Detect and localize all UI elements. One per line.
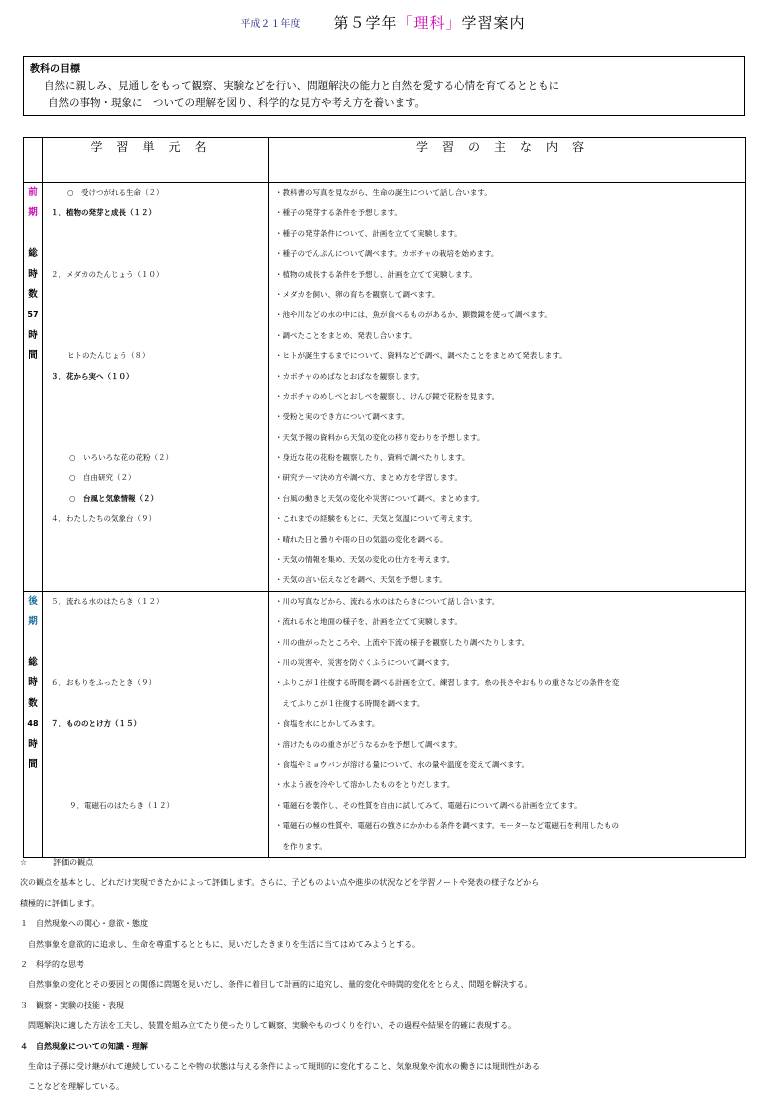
term-side-char: 数 [28,697,38,709]
unit-item: ３．花から実へ（１０） [51,371,134,381]
evaluation-point-title: ２ 科学的な思考 [20,959,84,969]
unit-item: ６．おもりをふったとき（９） [51,678,156,688]
term-side-char: 時 [28,738,38,750]
first-term-row [24,183,746,592]
unit-item [43,387,268,407]
title-grade: 第５学年 [333,14,398,32]
content-item: ・メダカを飼い、卵の育ちを観察して調べます。 [275,289,440,299]
content-item: ・カボチャのめばなとおばなを観察します。 [275,371,425,381]
unit-item [43,633,268,653]
first-term-contents [269,183,746,592]
content-item: ・研究テーマ決め方や調べ方、まとめ方を学習します。 [275,473,462,483]
term-side-char: 数 [28,288,38,300]
term-side-char: 期 [28,207,38,219]
unit-item: ○ 受けつがれる生命（２） [67,188,164,197]
content-item: ・ふりこが１往復する時間を調べる計画を立て、練習します。糸の長さやおもりの重さなどの条件を変 [275,678,620,688]
term-side-char: 総 [28,248,38,260]
evaluation-heading-line [20,853,750,873]
unit-item [43,224,268,244]
content-item: ・植物の成長する条件を予想し、計画を立てて実験します。 [275,269,477,279]
content-item: ・カボチャのめしべとおしべを観察し、けんび鏡で花粉を見ます。 [275,391,500,401]
evaluation-point-title: ３ 観察・実験の技能・表現 [20,1000,124,1010]
term-side-char: 期 [28,616,38,628]
unit-item [43,755,268,775]
unit-item: ○ 台風と気象情報（２） [69,493,159,503]
unit-item [43,326,268,346]
unit-item [43,653,268,673]
content-item: ・調べたことをまとめ、発表し合います。 [275,330,417,340]
term-side-char: 総 [28,656,38,668]
unit-item [43,775,268,795]
first-term-label [24,183,43,592]
term-side-char: 間 [28,350,38,362]
goal-line-2: 自然の事物・現象に ついての理解を図り、科学的な見方や考え方を養います。 [48,97,426,109]
term-side-char: 57 [27,310,39,320]
evaluation-point-desc: 自然事象の変化とその要因との関係に問題を見いだし、条件に着目して計画的に追究し、量的変化や時間的変化をとらえ、問題を解決する。 [28,980,533,990]
content-item: ・種子のでんぷんについて調べます。カボチャの栽培を始めます。 [275,249,499,259]
star-icon: ☆ [20,858,28,867]
content-item: ・食塩やミョウバンが溶ける量について、水の量や温度を変えて調べます。 [275,759,529,769]
content-item: ・種子の発芽する条件を予想します。 [275,208,402,218]
unit-item [43,407,268,427]
term-side-char: 後 [28,595,38,607]
second-term-row [24,591,746,857]
term-side-char: 時 [28,677,38,689]
title-suffix: 学習案内 [461,14,526,32]
title-text [334,14,526,32]
content-item: ・天気の言い伝えなどを調べ、天気を予想します。 [275,575,447,585]
unit-item: ５．流れる水のはたらき（１２） [51,596,164,606]
content-item: ・川の写真などから、流れる水のはたらきについて話し合います。 [275,596,500,606]
content-item: ・種子の発芽条件について、計画を立てて実験します。 [275,228,462,238]
unit-item [43,428,268,448]
term-side-char: 前 [28,187,38,198]
content-item: ・川の災害や、災害を防ぐくふうについて調べます。 [275,657,455,667]
evaluation-point-desc: ことなどを理解している。 [28,1082,124,1092]
content-item: ・食塩を水にとかしてみます。 [275,719,380,729]
unit-item [43,735,268,755]
unit-item [43,285,268,305]
evaluation-point-title: ４ 自然現象についての知識・理解 [20,1041,148,1051]
school-year: 平成２１年度 [240,19,301,30]
subject-goal-box [23,56,745,116]
unit-item [43,570,268,590]
evaluation-intro-2: 積極的に評価します。 [20,898,100,908]
content-item: ・溶けたものの重さがどうなるかを予想して調べます。 [275,739,462,749]
content-item: ・ヒトが誕生するまでについて、資料などで調べ、調べたことをまとめて発表します。 [275,351,567,361]
term-side-char: 時 [28,268,38,280]
content-item: を作ります。 [275,841,327,851]
second-term-label [24,591,43,857]
header-units: 学習単元名 [43,138,269,183]
title-subject: 「理科」 [397,14,462,32]
unit-item: ４．わたしたちの気象台（９） [51,514,156,524]
content-item: ・電磁石を製作し、その性質を自由に試してみて、電磁石について調べる計画を立てます。 [275,800,582,810]
header-blank-cell [24,138,43,183]
evaluation-point-desc: 問題解決に適した方法を工夫し、装置を組み立てたり使ったりして観察、実験やものづくりを行い、その過程や結果を的確に表現する。 [28,1021,516,1031]
evaluation-points [20,914,750,1098]
unit-item [43,305,268,325]
unit-item: １．植物の発芽と成長（１２） [51,208,156,218]
evaluation-section [20,853,750,1098]
unit-item [43,816,268,836]
content-item: ・川の曲がったところや、上流や下流の様子を観察したり調べたりします。 [275,637,530,647]
term-side-char: 時 [28,329,38,341]
content-item: ・台風の動きと天気の変化や災害について調べ、まとめます。 [275,493,485,503]
evaluation-point-title: １ 自然現象への関心・意欲・態度 [20,919,148,929]
page-title [0,12,766,33]
content-item: ・電磁石の極の性質や、電磁石の強さにかかわる条件を調べます。モーターなど電磁石を利用したもの [275,821,619,831]
term-side-char: 間 [28,758,38,770]
content-item: ・晴れた日と曇りや雨の日の気温の変化を調べる。 [275,534,448,544]
unit-item: ○ いろいろな花の花粉（２） [69,453,174,463]
curriculum-table [23,137,746,858]
content-item: ・天気予報の資料から天気の変化の移り変わりを予想します。 [275,432,485,442]
unit-item: ９．電磁石のはたらき（１２） [69,800,174,810]
unit-item: ヒトのたんじょう（８） [67,351,150,361]
second-term-units [43,591,269,857]
content-item: えてふりこが１往復する時間を調べます。 [275,698,425,708]
content-item: ・池や川などの水の中には、魚が食べるものがあるか、顕微鏡を使って調べます。 [275,310,552,320]
first-term-units [43,183,269,592]
term-side-char: 48 [27,719,39,729]
content-item: ・流れる水と地面の様子を、計画を立てて実験します。 [275,617,462,627]
content-item: ・教科書の写真を見ながら、生命の誕生について話し合います。 [275,188,492,197]
unit-item [43,530,268,550]
unit-item [43,612,268,632]
evaluation-intro-1: 次の観点を基本とし、どれだけ実現できたかによって評価します。さらに、子どものよい点や進歩の状況などを学習ノートや発表の様子などから [20,878,540,888]
content-item: ・天気の情報を集め、天気の変化の仕方を考えます。 [275,555,455,565]
unit-item [43,694,268,714]
second-term-contents [269,591,746,857]
content-item: ・これまでの経験をもとに、天気と気温について考えます。 [275,514,477,524]
evaluation-point-desc: 生命は子孫に受け継がれて連続していることや物の状態は与える条件によって規則的に変化すること、気象現象や流水の働きには規則性がある [28,1061,540,1071]
evaluation-point-desc: 自然事象を意欲的に追求し、生命を尊重するとともに、見いだしたきまりを生活に当てはめてみようとする。 [28,939,420,949]
content-item: ・水よう液を冷やして溶かしたものをとりだします。 [275,780,455,790]
unit-item [43,550,268,570]
goal-line-1: 自然に親しみ、見通しをもって観察、実験などを行い、問題解決の能力と自然を愛する心情を育てるとともに [44,80,560,92]
unit-item [43,244,268,264]
content-item: ・身近な花の花粉を観察したり、資料で調べたりします。 [275,453,470,463]
unit-item: ○ 自由研究（２） [69,473,136,483]
header-content: 学習の主な内容 [269,138,746,183]
content-item: ・受粉と実のでき方について調べます。 [275,412,410,422]
evaluation-heading: 評価の観点 [53,858,94,867]
unit-item: ７．もののとけ方（１５） [51,719,141,729]
table-header-row [24,138,746,183]
unit-item: ２．メダカのたんじょう（１０） [51,269,164,279]
goal-heading: 教科の目標 [30,64,80,75]
